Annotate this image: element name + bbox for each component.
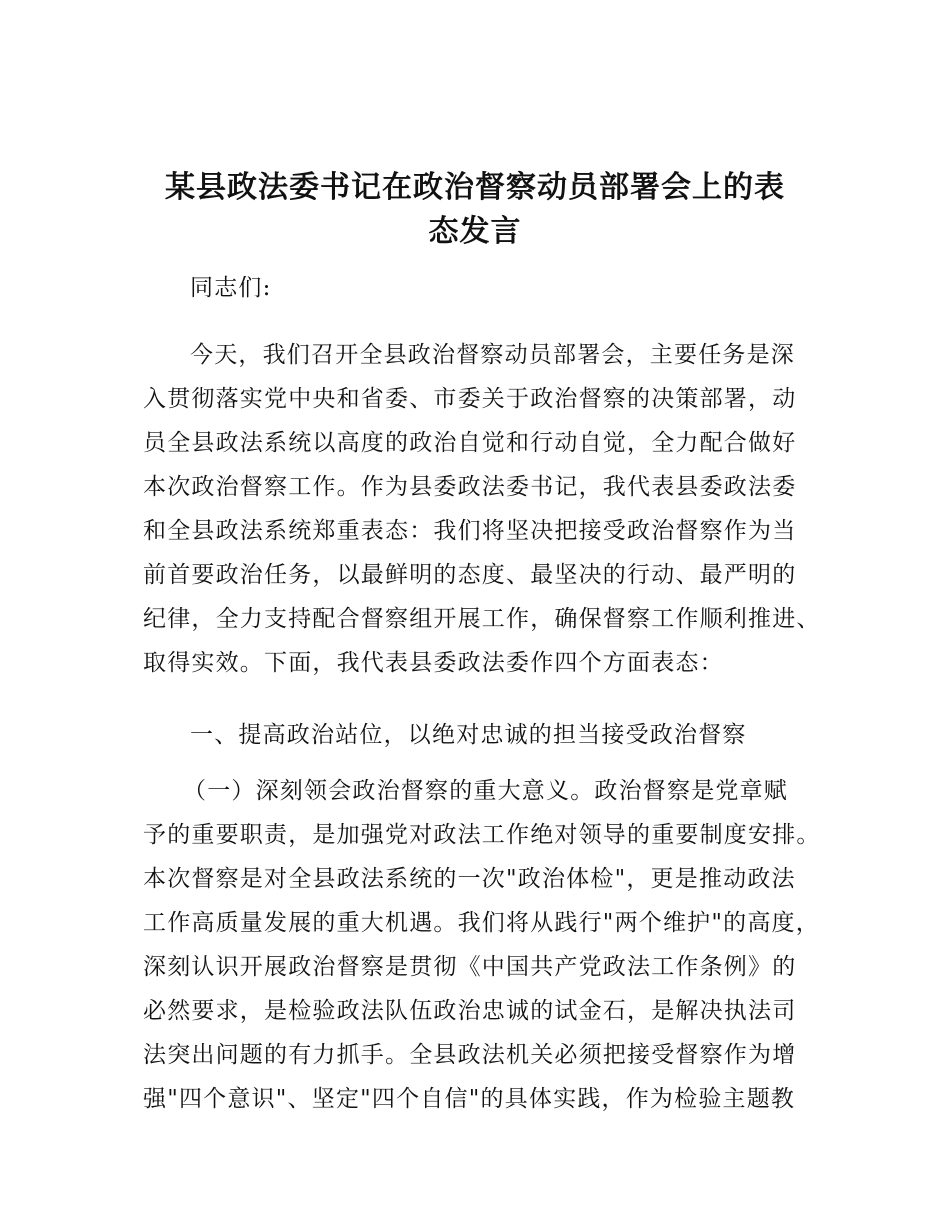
paragraph-1-line: 今天，我们召开全县政治督察动员部署会，主要任务是深 xyxy=(190,342,795,368)
paragraph-1-line: 取得实效。下面，我代表县委政法委作四个方面表态： xyxy=(143,650,724,676)
paragraph-1-line: 前首要政治任务，以最鲜明的态度、最坚决的行动、最严明的 xyxy=(143,562,797,588)
document-body xyxy=(143,266,833,1121)
paragraph-2-line: 予的重要职责，是加强党对政法工作绝对领导的重要制度安排。 xyxy=(143,822,821,848)
document-title xyxy=(120,166,830,254)
section-heading: 一、提高政治站位，以绝对忠诚的担当接受政治督察 xyxy=(190,722,747,748)
paragraph-1-line: 本次政治督察工作。作为县委政法委书记，我代表县委政法委 xyxy=(143,474,797,500)
paragraph-2-line: 强"四个意识"、坚定"四个自信"的具体实践，作为检验主题教 xyxy=(143,1086,796,1112)
paragraph-2-line: 工作高质量发展的重大机遇。我们将从践行"两个维护"的高度， xyxy=(143,910,820,936)
paragraph-1-line: 和全县政法系统郑重表态：我们将坚决把接受政治督察作为当 xyxy=(143,518,797,544)
title-line-2: 态发言 xyxy=(428,214,522,249)
title-line-1: 某县政法委书记在政治督察动员部署会上的表 xyxy=(165,170,785,205)
paragraph-2-line: 法突出问题的有力抓手。全县政法机关必须把接受督察作为增 xyxy=(143,1042,797,1068)
paragraph-1-line: 员全县政法系统以高度的政治自觉和行动自觉，全力配合做好 xyxy=(143,430,797,456)
paragraph-2 xyxy=(143,769,833,1121)
salutation: 同志们: xyxy=(190,275,272,301)
paragraph-1-line: 纪律，全力支持配合督察组开展工作，确保督察工作顺利推进、 xyxy=(143,606,821,632)
paragraph-1 xyxy=(143,333,833,685)
paragraph-1-line: 入贯彻落实党中央和省委、市委关于政治督察的决策部署，动 xyxy=(143,386,797,412)
paragraph-2-line: （一）深刻领会政治督察的重大意义。政治督察是党章赋 xyxy=(183,778,788,804)
paragraph-2-line: 必然要求，是检验政法队伍政治忠诚的试金石，是解决执法司 xyxy=(143,998,797,1024)
paragraph-2-line: 深刻认识开展政治督察是贯彻《中国共产党政法工作条例》的 xyxy=(143,954,797,980)
paragraph-2-line: 本次督察是对全县政法系统的一次"政治体检"，更是推动政法 xyxy=(143,866,796,892)
